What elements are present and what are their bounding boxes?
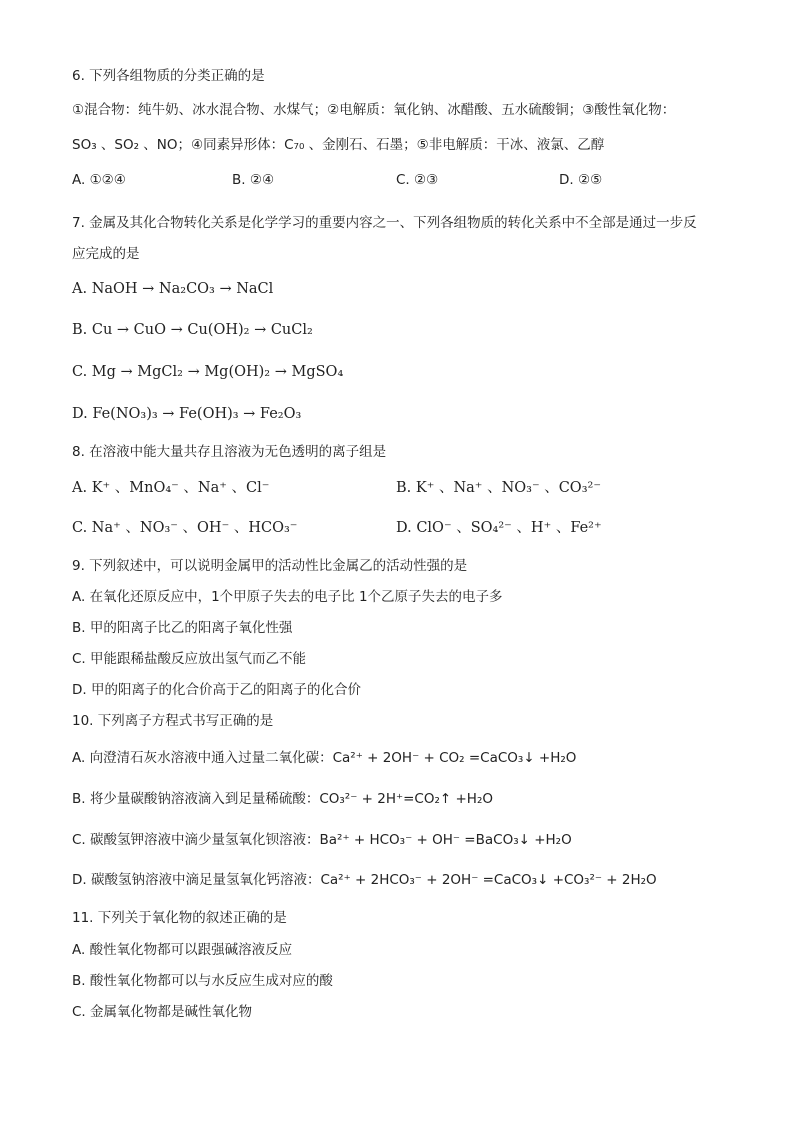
q6-line2: SO₃ 、SO₂ 、NO；④同素异形体：C₇₀ 、金刚石、石墨；⑤非电解质：干冰、液氯、乙醇 [72, 137, 605, 153]
q9-stem: 9. 下列叙述中，可以说明金属甲的活动性比金属乙的活动性强的是 [72, 558, 468, 574]
q8-stem: 8. 在溶液中能大量共存且溶液为无色透明的离子组是 [72, 444, 387, 460]
q10-option-a: A. 向澄清石灰水溶液中通入过量二氧化碳：Ca²⁺ + 2OH⁻ + CO₂ =CaCO₃↓ +H₂O [72, 750, 577, 766]
q9-option-b: B. 甲的阳离子比乙的阳离子氧化性强 [72, 620, 293, 636]
q6-option-d: D. ②⑤ [559, 172, 603, 188]
q9-option-c: C. 甲能跟稀盐酸反应放出氢气而乙不能 [72, 651, 307, 667]
q7-option-d: D. Fe(NO₃)₃ → Fe(OH)₃ → Fe₂O₃ [72, 406, 302, 422]
q6-option-c: C. ②③ [396, 172, 439, 188]
q11-option-c: C. 金属氧化物都是碱性氧化物 [72, 1004, 253, 1020]
q8-option-b: B. K⁺ 、Na⁺ 、NO₃⁻ 、CO₃²⁻ [396, 480, 601, 496]
q9-option-d: D. 甲的阳离子的化合价高于乙的阳离子的化合价 [72, 682, 361, 698]
q7-stem-line1: 7. 金属及其化合物转化关系是化学学习的重要内容之一、下列各组物质的转化关系中不全部是通过一步反 [72, 215, 697, 231]
q8-option-d: D. ClO⁻ 、SO₄²⁻ 、H⁺ 、Fe²⁺ [396, 520, 602, 536]
q7-option-b: B. Cu → CuO → Cu(OH)₂ → CuCl₂ [72, 322, 313, 338]
q10-option-b: B. 将少量碳酸钠溶液滴入到足量稀硫酸：CO₃²⁻ + 2H⁺=CO₂↑ +H₂O [72, 791, 493, 807]
q8-option-c: C. Na⁺ 、NO₃⁻ 、OH⁻ 、HCO₃⁻ [72, 520, 298, 536]
q11-stem: 11. 下列关于氧化物的叙述正确的是 [72, 910, 287, 926]
q8-option-a: A. K⁺ 、MnO₄⁻ 、Na⁺ 、Cl⁻ [72, 480, 270, 496]
q6-option-b: B. ②④ [232, 172, 275, 188]
q6-stem: 6. 下列各组物质的分类正确的是 [72, 68, 265, 84]
q10-stem: 10. 下列离子方程式书写正确的是 [72, 713, 274, 729]
q10-option-d: D. 碳酸氢钠溶液中滴足量氢氧化钙溶液：Ca²⁺ + 2HCO₃⁻ + 2OH⁻ =CaCO₃↓ +CO₃²⁻ + 2H₂O [72, 872, 657, 888]
q7-option-c: C. Mg → MgCl₂ → Mg(OH)₂ → MgSO₄ [72, 364, 344, 380]
q7-stem-line2: 应完成的是 [72, 246, 140, 262]
q6-option-a: A. ①②④ [72, 172, 126, 188]
q6-line1: ①混合物：纯牛奶、冰水混合物、水煤气；②电解质：氧化钠、冰醋酸、五水硫酸铜；③酸性氧化物： [72, 102, 676, 118]
q11-option-a: A. 酸性氧化物都可以跟强碱溶液反应 [72, 942, 293, 958]
q10-option-c: C. 碳酸氢钾溶液中滴少量氢氧化钡溶液：Ba²⁺ + HCO₃⁻ + OH⁻ =BaCO₃↓ +H₂O [72, 832, 572, 848]
q7-option-a: A. NaOH → Na₂CO₃ → NaCl [72, 281, 274, 297]
q9-option-a: A. 在氧化还原反应中，1个甲原子失去的电子比 1个乙原子失去的电子多 [72, 589, 503, 605]
q11-option-b: B. 酸性氧化物都可以与水反应生成对应的酸 [72, 973, 333, 989]
